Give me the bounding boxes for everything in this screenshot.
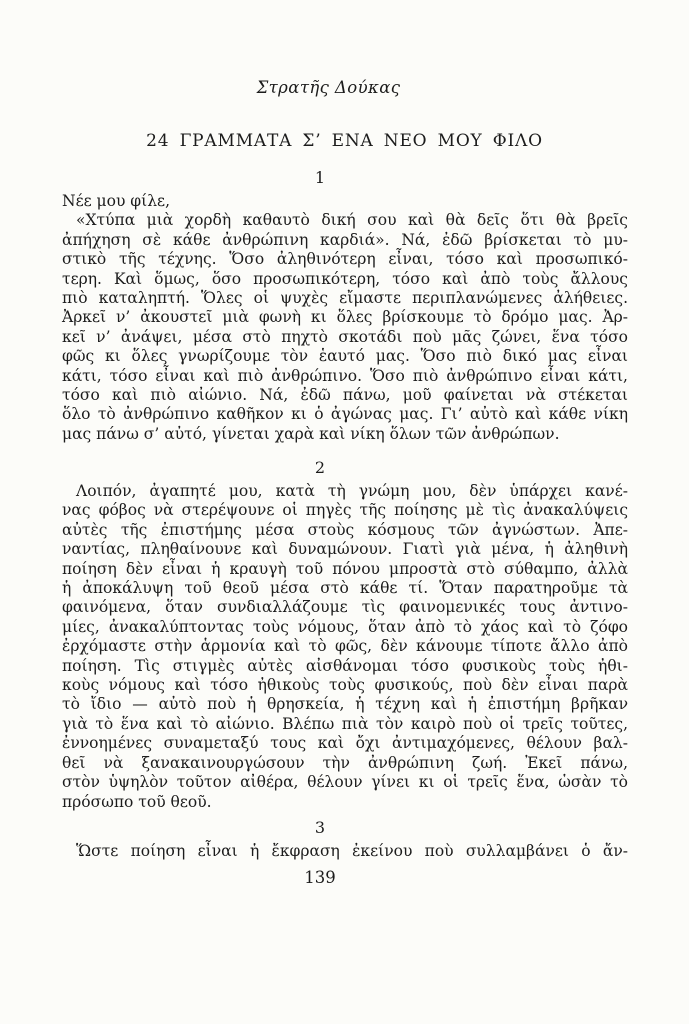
- text-line: φαινόμενα, ὅταν συνδιαλλάζουμε τὶς φαινομενικές τους ἀντινο-: [62, 598, 628, 617]
- text-line: νας φόβος νὰ στερέψουνε οἱ πηγὲς τῆς ποίησης μὲ τὶς ἀνακαλύψεις: [62, 501, 628, 520]
- text-line: «Χτύπα μιὰ χορδὴ καθαυτὸ δική σου καὶ θὰ δεῖς ὅτι θὰ βρεῖς: [76, 211, 628, 230]
- text-line: πρόσωπο τοῦ θεοῦ.: [62, 792, 212, 811]
- author-name: Στρατῆς Δούκας: [256, 78, 401, 97]
- section: [62, 818, 628, 861]
- text-line: Ὥστε ποίηση εἶναι ἡ ἔκφραση ἐκείνου ποὺ συλλαμβάνει ὁ ἄν-: [76, 842, 628, 860]
- text-line: κάτι, τόσο εἶναι καὶ πιὸ ἀνθρώπινο. Ὅσο πιὸ ἀνθρώπινο εἶναι κάτι,: [62, 366, 628, 385]
- text-line: ναντίας, πληθαίνουνε καὶ δυναμώνουν. Γιατὶ γιὰ μένα, ἡ ἀληθινὴ: [62, 540, 628, 559]
- section-number: 3: [314, 818, 326, 837]
- text-line: μας πάνω σ’ αὐτό, γίνεται χαρὰ καὶ νίκη ὅλων τῶν ἀνθρώπων.: [62, 424, 560, 443]
- text-line: ἐρχόμαστε στὴν ἁρμονία καὶ τὸ φῶς, δὲν κάνουμε τίποτε ἄλλο ἀπὸ: [62, 637, 628, 656]
- paragraph: [62, 482, 628, 812]
- text-line: Ἀρκεῖ ν’ ἀκουστεῖ μιὰ φωνὴ κι ὅλες βρίσκουμε τὸ δρόμο μας. Ἀρ-: [62, 308, 628, 327]
- text-line: ποίηση. Τὶς στιγμὲς αὐτὲς αἰσθάνομαι τόσο φυσικοὺς τοὺς ἠθι-: [62, 656, 628, 675]
- section: [62, 168, 628, 444]
- text-line: ἡ ἀποκάλυψη τοῦ θεοῦ μέσα στὸ κάθε τί. Ὅταν παρατηροῦμε τὰ: [62, 579, 628, 598]
- paragraph: [62, 211, 628, 444]
- text-line: θεῖ νὰ ξανακαινουργώσουν τὴν ἀνθρώπινη ζωή. Ἐκεῖ πάνω,: [62, 753, 628, 772]
- paragraph: [62, 192, 628, 211]
- text-line: τόσο καὶ πιὸ αἰώνιο. Νά, ἐδῶ πάνω, μοῦ φαίνεται νὰ στέκεται: [62, 386, 628, 405]
- text-line: στὸν ὑψηλὸν τοῦτον αἰθέρα, θέλουν γίνει κι οἱ τρεῖς ἕνα, ὡσὰν τὸ: [62, 773, 628, 792]
- text-line: κοὺς νόμους καὶ τόσο ἠθικοὺς τοὺς φυσικούς, ποὺ δὲν εἶναι παρὰ: [62, 676, 628, 695]
- text-line: πιὸ καταληπτή. Ὅλες οἱ ψυχὲς εἴμαστε περιπλανώμενες ἀλήθειες.: [62, 289, 628, 308]
- text-line: τερη. Καὶ ὅμως, ὅσο προσωπικότερη, τόσο καὶ ἀπὸ τοὺς ἄλλους: [62, 269, 628, 288]
- section-number: 1: [314, 168, 326, 187]
- page-number: 139: [304, 868, 336, 887]
- text-line: γιὰ τὸ ἕνα καὶ τὸ αἰώνιο. Βλέπω πιὰ τὸν καιρὸ ποὺ οἱ τρεῖς τοῦτες,: [62, 714, 628, 733]
- section-number: 2: [314, 458, 326, 477]
- text-line: στικὸ τῆς τέχνης. Ὅσο ἀληθινότερη εἶναι, τόσο καὶ προσωπικό-: [62, 250, 628, 269]
- paragraph: [62, 842, 628, 861]
- text-line: φῶς κι ὅλες γνωρίζουμε τὸν ἑαυτό μας. Ὅσο πιὸ δικό μας εἶναι: [62, 347, 628, 366]
- text-line: ποίηση δὲν εἶναι ἡ κραυγὴ τοῦ πόνου μπροστὰ στὸ σύθαμπο, ἀλλὰ: [62, 559, 628, 578]
- chapter-title: 24 ΓΡΑΜΜΑΤΑ Σ’ ΕΝΑ ΝΕΟ ΜΟΥ ΦΙΛΟ: [146, 131, 543, 151]
- text-line: τὸ ἴδιο — αὐτὸ ποὺ ἡ θρησκεία, ἡ τέχνη καὶ ἡ ἐπιστήμη βρῆκαν: [62, 695, 628, 714]
- section: [62, 458, 628, 812]
- text-line: Νέε μου φίλε,: [62, 192, 171, 210]
- text-line: Λοιπόν, ἀγαπητέ μου, κατὰ τὴ γνώμη μου, δὲν ὑπάρχει κανέ-: [76, 482, 628, 500]
- text-line: κεῖ ν’ ἀνάψει, μέσα στὸ πηχτὸ σκοτάδι ποὺ μᾶς ζώνει, ἕνα τόσο: [62, 327, 628, 346]
- text-line: αὐτὲς τῆς ἐπιστήμης μέσα στοὺς κόσμους τῶν ἀγνώστων. Ἀπε-: [62, 520, 628, 539]
- text-line: ἐννοημένες συναμεταξύ τους καὶ ὄχι ἀντιμαχόμενες, θέλουν βαλ-: [62, 734, 628, 753]
- text-line: ἀπήχηση σὲ κάθε ἀνθρώπινη καρδιά». Νά, ἐδῶ βρίσκεται τὸ μυ-: [62, 230, 628, 249]
- text-line: μίες, ἀνακαλύπτοντας τοὺς νόμους, ὅταν ἀπὸ τὸ χάος καὶ τὸ ζόφο: [62, 617, 628, 636]
- text-line: ὅλο τὸ ἀνθρώπινο καθῆκον κι ὁ ἀγώνας μας. Γι’ αὐτὸ καὶ κάθε νίκη: [62, 405, 628, 424]
